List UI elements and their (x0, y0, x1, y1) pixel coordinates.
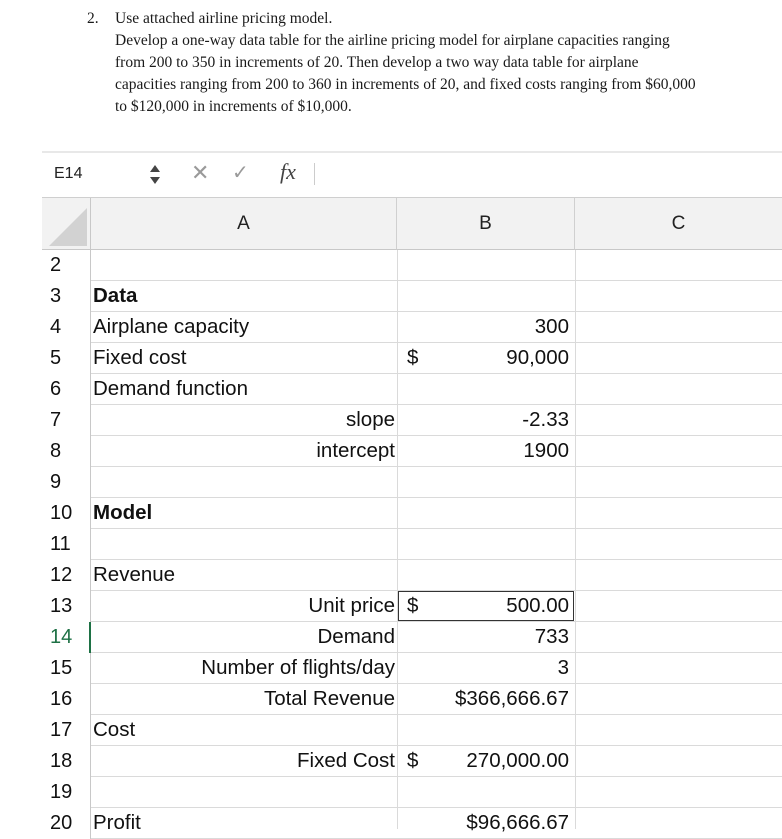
select-all-corner[interactable] (42, 198, 91, 250)
table-row (91, 808, 782, 839)
formula-input[interactable] (326, 163, 766, 187)
row-header[interactable]: 16 (42, 684, 91, 715)
insert-function-icon[interactable]: fx (280, 159, 296, 184)
currency-symbol: $ (407, 749, 419, 772)
cell-label[interactable]: Unit price (308, 594, 395, 617)
row-header[interactable]: 18 (42, 746, 91, 777)
name-box-stepper[interactable] (149, 163, 161, 187)
row-header[interactable]: 3 (42, 281, 91, 312)
table-row (91, 250, 782, 281)
row-header[interactable]: 4 (42, 312, 91, 343)
table-row (91, 746, 782, 777)
name-box[interactable]: E14 (54, 165, 83, 182)
row-header[interactable]: 9 (42, 467, 91, 498)
table-row (91, 374, 782, 405)
table-row (91, 281, 782, 312)
chevron-down-icon (150, 177, 160, 184)
column-header-c[interactable]: C (575, 198, 782, 250)
table-row (91, 684, 782, 715)
cell-b[interactable]: 270,000.00 (466, 749, 569, 772)
row-header[interactable]: 8 (42, 436, 91, 467)
table-row (91, 777, 782, 808)
table-row (91, 436, 782, 467)
assignment-number: 2. (87, 10, 99, 27)
cell-a[interactable]: Profit (93, 811, 141, 834)
cell-b[interactable]: 90,000 (506, 346, 569, 369)
cell-b[interactable]: 733 (534, 625, 569, 648)
cell-label[interactable]: Fixed Cost (297, 749, 395, 772)
cell-label[interactable]: slope (345, 408, 395, 431)
cell-b[interactable]: 500.00 (506, 594, 569, 617)
cell-a[interactable]: Demand function (93, 377, 248, 400)
cell-b[interactable]: 1900 (523, 439, 569, 462)
assignment-text (87, 8, 747, 118)
cell-a[interactable]: Data (93, 284, 138, 307)
row-header[interactable]: 6 (42, 374, 91, 405)
cell-border-box (398, 591, 574, 621)
cell-label[interactable]: Number of flights/day (201, 656, 395, 679)
table-row (91, 343, 782, 374)
table-row (91, 405, 782, 436)
cell-b[interactable]: $96,666.67 (466, 811, 569, 834)
table-row (91, 529, 782, 560)
column-header-a[interactable]: A (91, 198, 397, 250)
select-all-icon (49, 208, 87, 246)
row-header[interactable]: 19 (42, 777, 91, 808)
row-header[interactable]: 17 (42, 715, 91, 746)
row-header[interactable]: 2 (42, 250, 91, 281)
cell-label[interactable]: Total Revenue (263, 687, 395, 710)
table-row (91, 653, 782, 684)
formula-separator (314, 163, 315, 185)
table-row (91, 591, 782, 622)
cell-label[interactable]: Demand (317, 625, 395, 648)
table-row (91, 622, 782, 653)
cell-a[interactable]: Fixed cost (93, 346, 187, 369)
table-row (91, 498, 782, 529)
row-header[interactable]: 11 (42, 529, 91, 560)
assignment-line: Develop a one-way data table for the airline pricing model for airplane capacities ranging (115, 32, 670, 49)
assignment-line: from 200 to 350 in increments of 20. Then develop a two way data table for airplane (115, 54, 639, 71)
table-row (91, 467, 782, 498)
row-header[interactable]: 7 (42, 405, 91, 436)
cell-b[interactable]: 3 (557, 656, 569, 679)
row-header[interactable]: 20 (42, 808, 91, 839)
table-row (91, 312, 782, 343)
cell-b[interactable]: $366,666.67 (454, 687, 569, 710)
cell-a[interactable]: Model (93, 501, 153, 524)
formula-bar (42, 153, 782, 198)
row-header[interactable]: 5 (42, 343, 91, 374)
row-header[interactable]: 14 (42, 622, 91, 653)
cell-b[interactable]: -2.33 (522, 408, 569, 431)
row-header[interactable]: 12 (42, 560, 91, 591)
column-header-b[interactable]: B (397, 198, 575, 250)
chevron-up-icon (150, 165, 160, 172)
cell-a[interactable]: Revenue (93, 563, 176, 586)
enter-icon[interactable]: ✓ (232, 162, 249, 184)
assignment-line: capacities ranging from 200 to 360 in increments of 20, and fixed costs ranging from $60,000 (115, 76, 696, 93)
table-row (91, 715, 782, 746)
cancel-icon[interactable]: ✕ (191, 160, 210, 185)
cell-b[interactable]: 300 (534, 315, 569, 338)
cell-label[interactable]: intercept (316, 439, 395, 462)
cell-a[interactable]: Airplane capacity (93, 315, 250, 338)
assignment-line: to $120,000 in increments of $10,000. (115, 98, 352, 115)
cell-a[interactable]: Cost (93, 718, 136, 741)
table-row (91, 560, 782, 591)
currency-symbol: $ (407, 594, 419, 617)
assignment-line: Use attached airline pricing model. (115, 10, 333, 27)
row-header[interactable]: 15 (42, 653, 91, 684)
row-header[interactable]: 13 (42, 591, 91, 622)
row-header[interactable]: 10 (42, 498, 91, 529)
spreadsheet-grid (42, 198, 782, 834)
currency-symbol: $ (407, 346, 419, 369)
